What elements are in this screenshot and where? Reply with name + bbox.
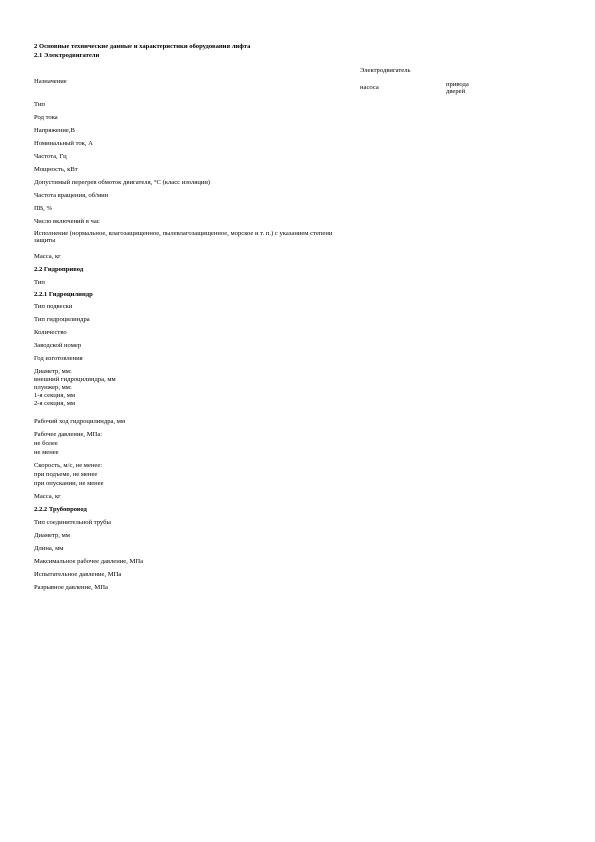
motor-row: Масса, кг xyxy=(34,253,61,260)
mass-label: Масса, кг xyxy=(34,493,61,500)
cylinder-row: Год изготовления xyxy=(34,355,83,362)
motor-column-header: Электродвигатель xyxy=(360,67,411,74)
pipe-row: Испытательное давление, МПа xyxy=(34,571,122,578)
pressure-line: Рабочее давление, МПа: xyxy=(34,431,103,438)
hydro-type-label: Тип xyxy=(34,279,45,286)
doors-column-header: привода дверей xyxy=(446,81,469,96)
motor-row: Род тока xyxy=(34,114,58,121)
name-column-header: Назначение xyxy=(34,78,67,85)
pipe-row: Тип соединительной трубы xyxy=(34,519,111,526)
diameter-line: 1-я секция, мм xyxy=(34,392,76,399)
motor-row: Частота вращения, об/мин xyxy=(34,192,109,199)
section-2-1-title: 2.1 Электродвигатели xyxy=(34,52,100,59)
cylinder-row: Тип гидроцилиндра xyxy=(34,316,90,323)
speed-line: при подъеме, не менее xyxy=(34,471,98,478)
pressure-line: не более xyxy=(34,440,58,447)
motor-row: ПВ, % xyxy=(34,205,52,212)
diameter-line: внешний гидроцилиндра, мм xyxy=(34,376,116,383)
motor-row: Число включений в час xyxy=(34,218,100,225)
cylinder-row: Тип подвески xyxy=(34,303,73,310)
speed-line: при опускании, не менее xyxy=(34,480,104,487)
section-2-2-2-title: 2.2.2 Трубопровод xyxy=(34,506,87,513)
diameter-line: Диаметр, мм: xyxy=(34,368,72,375)
pipe-row: Разрывное давление, МПа xyxy=(34,584,108,591)
motor-row: Тип xyxy=(34,101,45,108)
pipe-row: Диаметр, мм xyxy=(34,532,70,539)
diameter-line: 2-я секция, мм xyxy=(34,400,76,407)
section-2-title: 2 Основные технические данные и характеристики оборудования лифта xyxy=(34,43,251,50)
cylinder-row: Количество xyxy=(34,329,67,336)
section-2-2-title: 2.2 Гидропривод xyxy=(34,266,84,273)
pump-column-header: насоса xyxy=(360,84,379,91)
speed-line: Скорость, м/с, не менее: xyxy=(34,462,103,469)
stroke-label: Рабочий ход гидроцилиндра, мм xyxy=(34,418,126,425)
cylinder-row: Заводской номер xyxy=(34,342,82,349)
pipe-row: Длина, мм xyxy=(34,545,64,552)
motor-row: Частота, Гц xyxy=(34,153,67,160)
motor-row: Напряжение,В xyxy=(34,127,75,134)
motor-row: Номинальный ток, А xyxy=(34,140,93,147)
motor-row: Исполнение (нормальное, влагозащищенное, пылевлагозащищенное, морское и т. п.) с указанием степени защиты xyxy=(34,230,333,245)
motor-row: Допустимый перегрев обмоток двигателя, °С (класс изоляции) xyxy=(34,179,211,186)
pressure-line: не менее xyxy=(34,449,59,456)
pipe-row: Максимальное рабочее давление, МПа xyxy=(34,558,144,565)
section-2-2-1-title: 2.2.1 Гидроцилиндр xyxy=(34,291,93,298)
diameter-line: плунжер, мм: xyxy=(34,384,72,391)
motor-row: Мощность, кВт xyxy=(34,166,78,173)
